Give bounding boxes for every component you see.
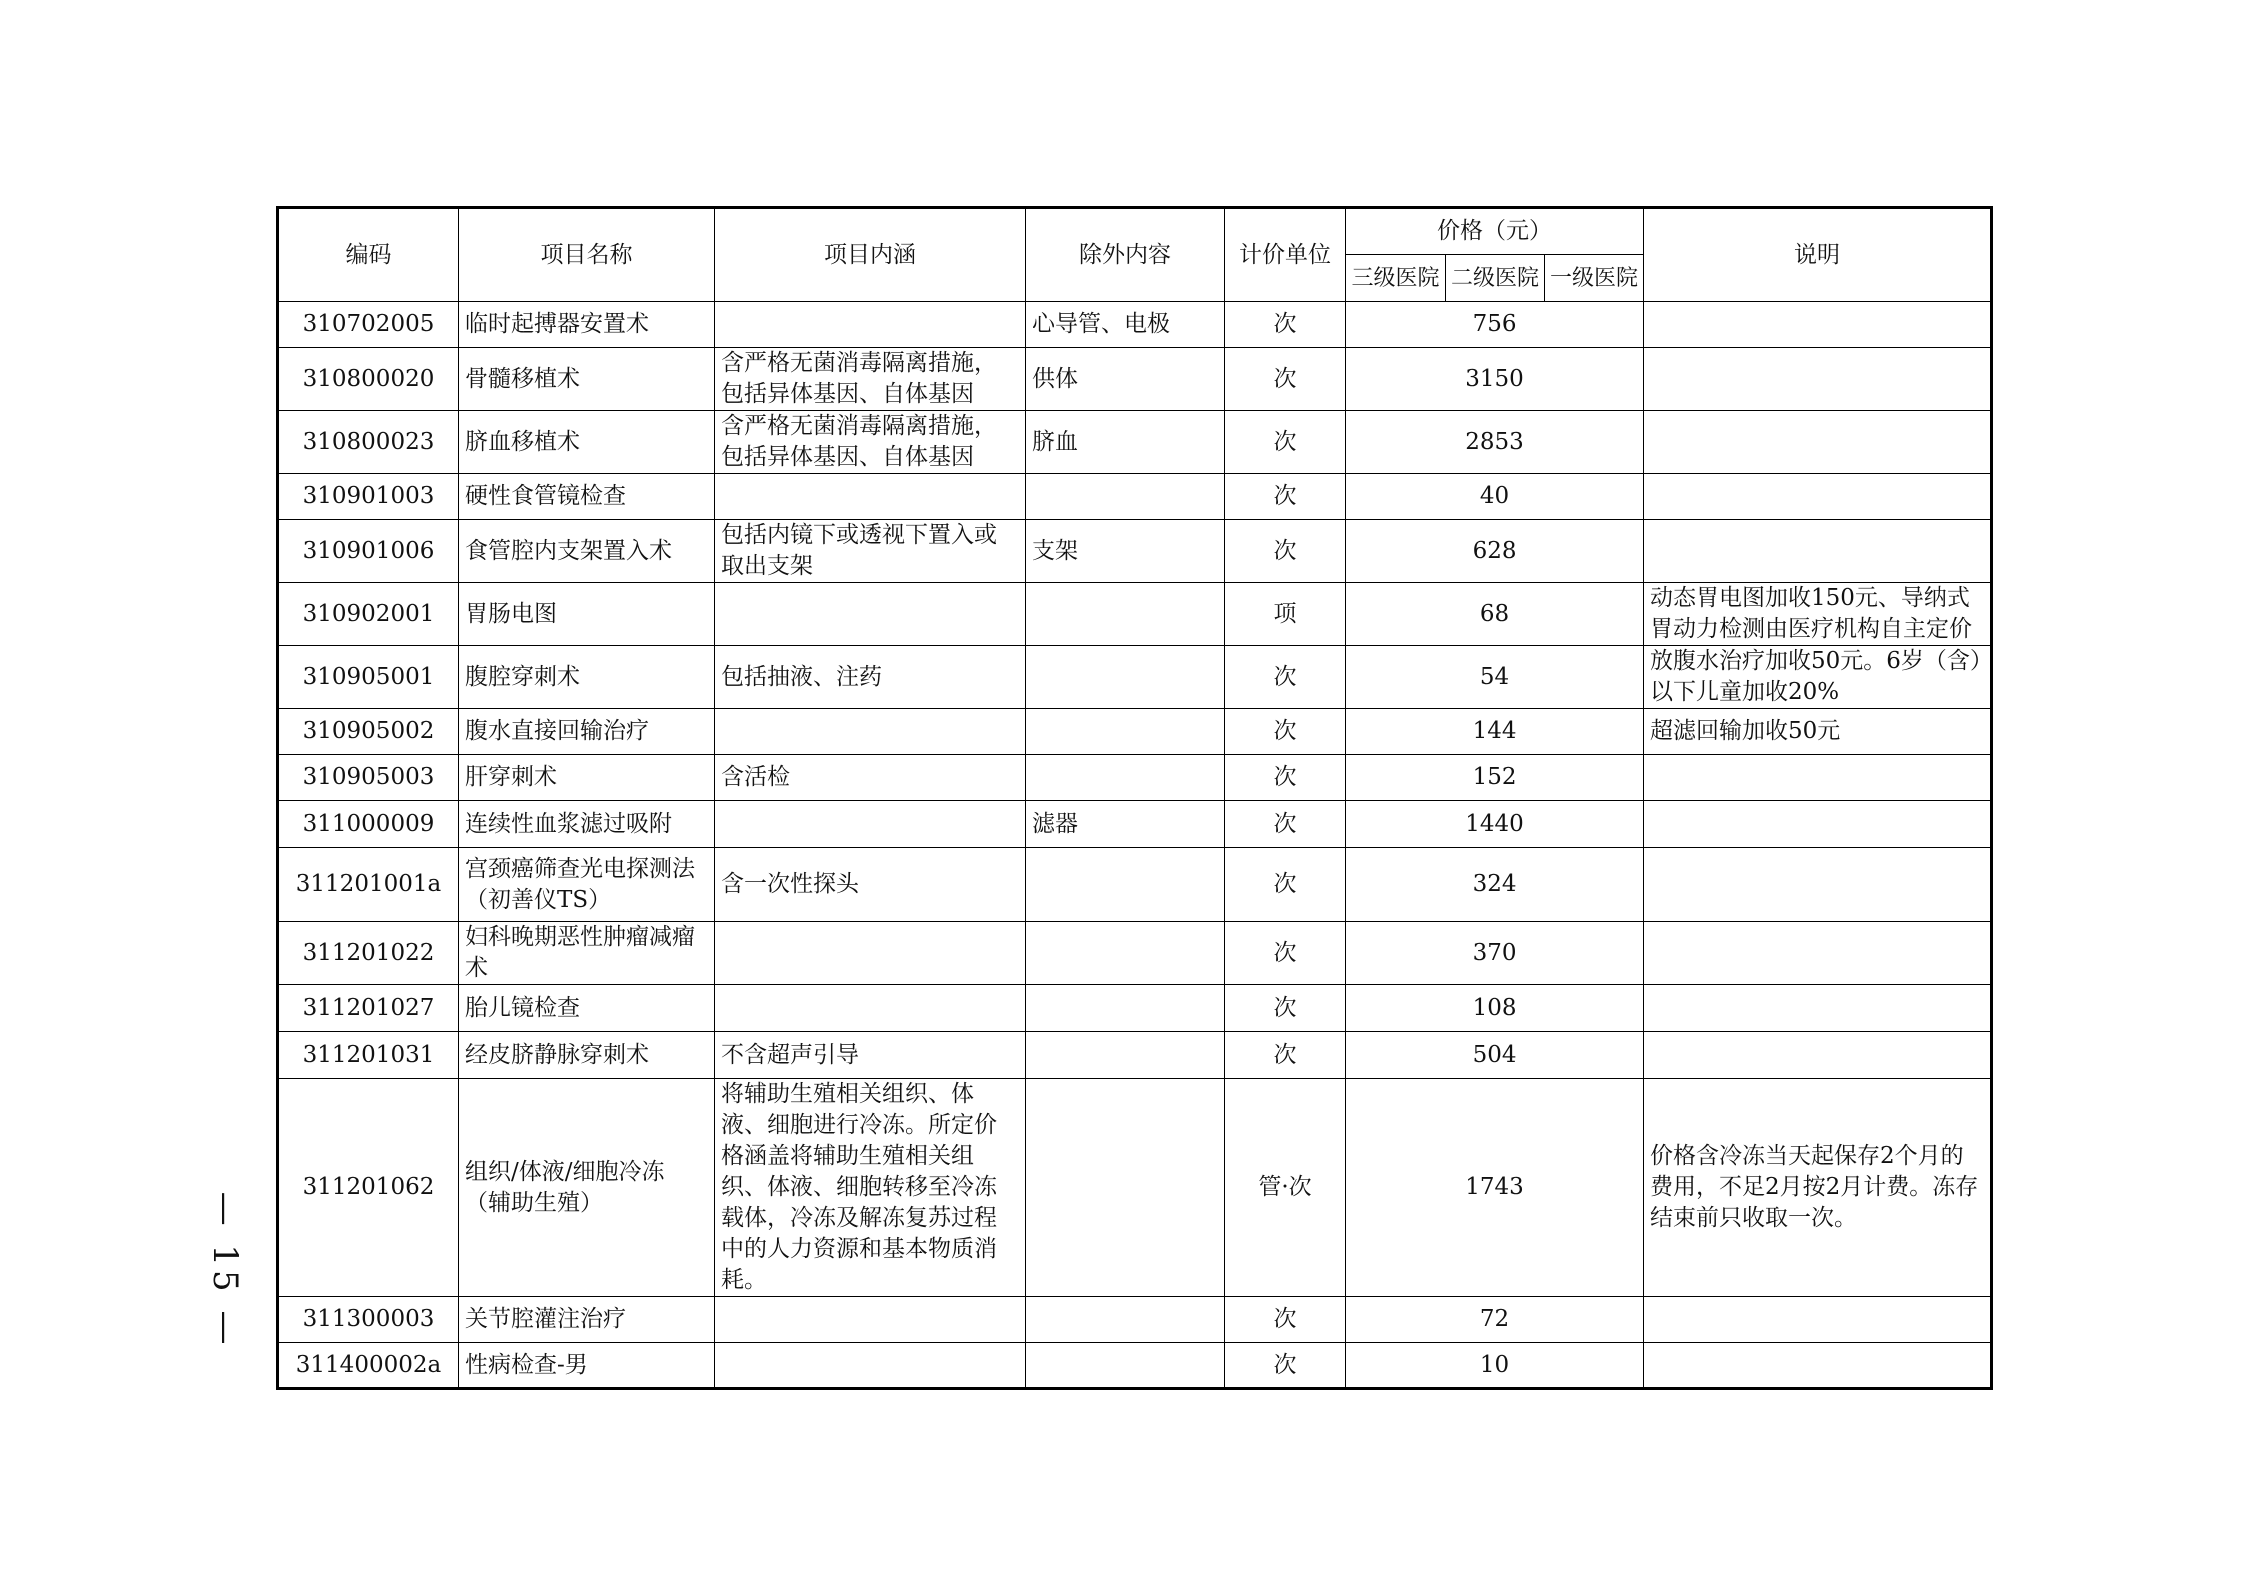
row-exclude <box>1026 583 1225 646</box>
header-level1: 一级医院 <box>1545 255 1644 302</box>
row-exclude <box>1026 755 1225 801</box>
row-note <box>1644 302 1992 348</box>
header-price: 价格（元） <box>1346 208 1644 255</box>
table-row <box>278 302 1992 348</box>
row-note <box>1644 474 1992 520</box>
row-unit: 次 <box>1225 709 1346 755</box>
row-note <box>1644 848 1992 922</box>
row-code: 310902001 <box>278 583 459 646</box>
row-unit: 次 <box>1225 474 1346 520</box>
row-name: 宫颈癌筛查光电探测法（初善仪TS） <box>459 848 715 922</box>
header-unit: 计价单位 <box>1225 208 1346 302</box>
table-row <box>278 348 1992 411</box>
table-row <box>278 985 1992 1032</box>
row-unit: 次 <box>1225 646 1346 709</box>
row-name: 性病检查-男 <box>459 1343 715 1389</box>
row-code: 310901003 <box>278 474 459 520</box>
row-note: 价格含冷冻当天起保存2个月的费用，不足2月按2月计费。冻存结束前只收取一次。 <box>1644 1079 1992 1297</box>
row-note: 超滤回输加收50元 <box>1644 709 1992 755</box>
row-name: 食管腔内支架置入术 <box>459 520 715 583</box>
row-content: 含严格无菌消毒隔离措施，包括异体基因、自体基因 <box>715 348 1026 411</box>
row-content: 含一次性探头 <box>715 848 1026 922</box>
row-code: 311300003 <box>278 1297 459 1343</box>
row-name: 组织/体液/细胞冷冻（辅助生殖） <box>459 1079 715 1297</box>
row-exclude: 支架 <box>1026 520 1225 583</box>
row-price: 504 <box>1346 1032 1644 1079</box>
row-code: 310901006 <box>278 520 459 583</box>
table-row <box>278 1343 1992 1389</box>
row-note <box>1644 922 1992 985</box>
row-content <box>715 922 1026 985</box>
row-content <box>715 1343 1026 1389</box>
row-name: 妇科晚期恶性肿瘤减瘤术 <box>459 922 715 985</box>
row-unit: 次 <box>1225 985 1346 1032</box>
row-content: 不含超声引导 <box>715 1032 1026 1079</box>
row-code: 311201022 <box>278 922 459 985</box>
row-exclude: 心导管、电极 <box>1026 302 1225 348</box>
header-level3: 三级医院 <box>1346 255 1446 302</box>
row-note: 放腹水治疗加收50元。6岁（含）以下儿童加收20% <box>1644 646 1992 709</box>
header-level2: 二级医院 <box>1446 255 1545 302</box>
row-price: 72 <box>1346 1297 1644 1343</box>
row-unit: 次 <box>1225 302 1346 348</box>
header-name: 项目名称 <box>459 208 715 302</box>
table-row <box>278 709 1992 755</box>
row-price: 2853 <box>1346 411 1644 474</box>
row-code: 311400002a <box>278 1343 459 1389</box>
row-exclude <box>1026 1079 1225 1297</box>
row-price: 756 <box>1346 302 1644 348</box>
row-exclude <box>1026 1032 1225 1079</box>
row-exclude <box>1026 646 1225 709</box>
row-name: 关节腔灌注治疗 <box>459 1297 715 1343</box>
table-row <box>278 411 1992 474</box>
row-unit: 次 <box>1225 848 1346 922</box>
table-row <box>278 755 1992 801</box>
row-exclude <box>1026 848 1225 922</box>
row-unit: 次 <box>1225 520 1346 583</box>
row-name: 经皮脐静脉穿刺术 <box>459 1032 715 1079</box>
row-exclude <box>1026 922 1225 985</box>
row-name: 硬性食管镜检查 <box>459 474 715 520</box>
row-note <box>1644 520 1992 583</box>
row-content <box>715 583 1026 646</box>
header-code: 编码 <box>278 208 459 302</box>
row-code: 311201062 <box>278 1079 459 1297</box>
row-name: 脐血移植术 <box>459 411 715 474</box>
row-content <box>715 985 1026 1032</box>
row-unit: 次 <box>1225 922 1346 985</box>
row-note <box>1644 348 1992 411</box>
row-exclude <box>1026 1343 1225 1389</box>
row-name: 临时起搏器安置术 <box>459 302 715 348</box>
row-price: 108 <box>1346 985 1644 1032</box>
row-price: 628 <box>1346 520 1644 583</box>
row-code: 311201027 <box>278 985 459 1032</box>
row-code: 310800023 <box>278 411 459 474</box>
row-note <box>1644 755 1992 801</box>
row-content <box>715 474 1026 520</box>
row-price: 10 <box>1346 1343 1644 1389</box>
row-exclude: 脐血 <box>1026 411 1225 474</box>
row-name: 腹水直接回输治疗 <box>459 709 715 755</box>
header-exclude: 除外内容 <box>1026 208 1225 302</box>
row-content: 含严格无菌消毒隔离措施，包括异体基因、自体基因 <box>715 411 1026 474</box>
table-row <box>278 1079 1992 1297</box>
table-row <box>278 848 1992 922</box>
row-exclude <box>1026 1297 1225 1343</box>
table-row <box>278 922 1992 985</box>
header-note: 说明 <box>1644 208 1992 302</box>
row-name: 胎儿镜检查 <box>459 985 715 1032</box>
row-price: 3150 <box>1346 348 1644 411</box>
row-code: 310905001 <box>278 646 459 709</box>
row-note <box>1644 1297 1992 1343</box>
row-note <box>1644 1032 1992 1079</box>
row-exclude <box>1026 985 1225 1032</box>
header-content: 项目内涵 <box>715 208 1026 302</box>
price-table <box>276 206 1993 1390</box>
row-price: 370 <box>1346 922 1644 985</box>
row-content: 包括抽液、注药 <box>715 646 1026 709</box>
row-content <box>715 302 1026 348</box>
row-price: 54 <box>1346 646 1644 709</box>
row-code: 311000009 <box>278 801 459 848</box>
row-unit: 次 <box>1225 1343 1346 1389</box>
row-code: 311201001a <box>278 848 459 922</box>
row-code: 311201031 <box>278 1032 459 1079</box>
row-name: 腹腔穿刺术 <box>459 646 715 709</box>
row-code: 310800020 <box>278 348 459 411</box>
row-unit: 项 <box>1225 583 1346 646</box>
row-content <box>715 801 1026 848</box>
table-row <box>278 801 1992 848</box>
row-unit: 次 <box>1225 755 1346 801</box>
table-row <box>278 1297 1992 1343</box>
row-content: 含活检 <box>715 755 1026 801</box>
row-exclude <box>1026 709 1225 755</box>
row-content <box>715 1297 1026 1343</box>
table-row <box>278 1032 1992 1079</box>
row-note <box>1644 801 1992 848</box>
row-unit: 次 <box>1225 348 1346 411</box>
table-row <box>278 474 1992 520</box>
row-price: 40 <box>1346 474 1644 520</box>
row-price: 152 <box>1346 755 1644 801</box>
table-row <box>278 520 1992 583</box>
table-row <box>278 583 1992 646</box>
row-unit: 次 <box>1225 801 1346 848</box>
row-note: 动态胃电图加收150元、导纳式胃动力检测由医疗机构自主定价 <box>1644 583 1992 646</box>
row-unit: 次 <box>1225 1032 1346 1079</box>
row-price: 324 <box>1346 848 1644 922</box>
row-price: 1743 <box>1346 1079 1644 1297</box>
row-exclude <box>1026 474 1225 520</box>
row-content <box>715 709 1026 755</box>
row-code: 310905003 <box>278 755 459 801</box>
row-name: 连续性血浆滤过吸附 <box>459 801 715 848</box>
row-unit: 次 <box>1225 1297 1346 1343</box>
row-note <box>1644 985 1992 1032</box>
row-note <box>1644 411 1992 474</box>
row-name: 肝穿刺术 <box>459 755 715 801</box>
row-code: 310702005 <box>278 302 459 348</box>
row-name: 胃肠电图 <box>459 583 715 646</box>
table-body <box>278 302 1992 1389</box>
row-code: 310905002 <box>278 709 459 755</box>
row-content: 包括内镜下或透视下置入或取出支架 <box>715 520 1026 583</box>
table-row <box>278 646 1992 709</box>
row-note <box>1644 1343 1992 1389</box>
row-price: 68 <box>1346 583 1644 646</box>
row-unit: 次 <box>1225 411 1346 474</box>
row-price: 1440 <box>1346 801 1644 848</box>
row-unit: 管·次 <box>1225 1079 1346 1297</box>
row-content: 将辅助生殖相关组织、体液、细胞进行冷冻。所定价格涵盖将辅助生殖相关组织、体液、细胞转移至冷冻载体，冷冻及解冻复苏过程中的人力资源和基本物质消耗。 <box>715 1079 1026 1297</box>
row-exclude: 供体 <box>1026 348 1225 411</box>
row-price: 144 <box>1346 709 1644 755</box>
page-number: — 15 — <box>205 1191 245 1349</box>
row-name: 骨髓移植术 <box>459 348 715 411</box>
row-exclude: 滤器 <box>1026 801 1225 848</box>
